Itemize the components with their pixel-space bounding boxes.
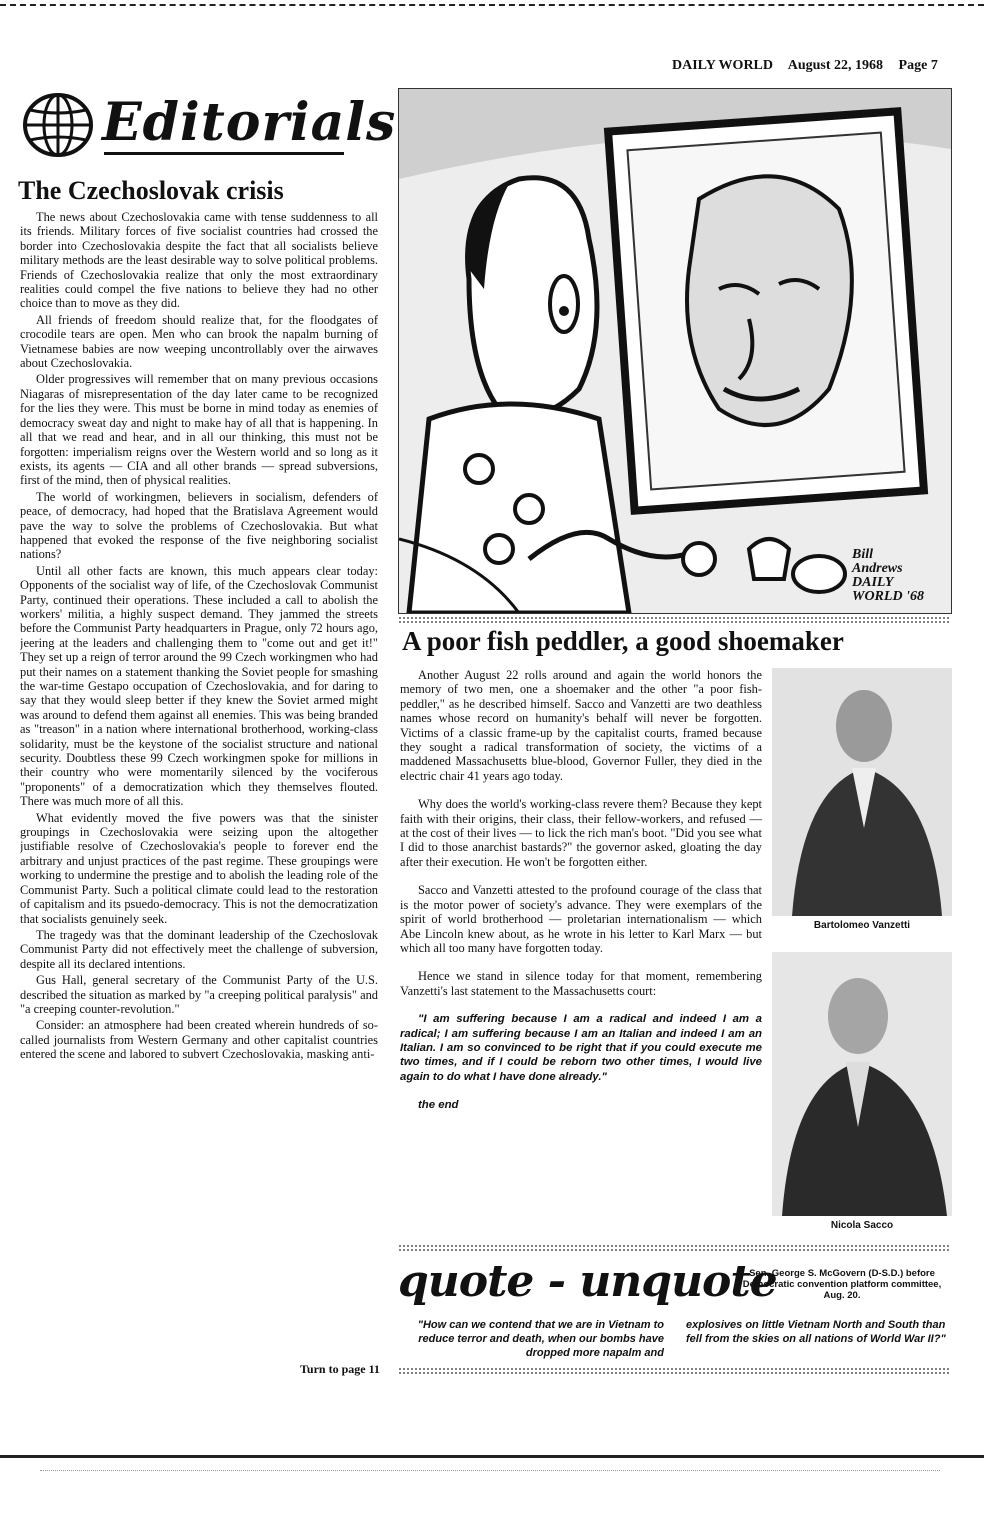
quote-end: the end [418,1099,459,1112]
editorials-masthead [20,90,397,160]
editorials-title: Editorials [102,92,397,153]
signature-line: Bill [852,547,874,562]
paragraph: What evidently moved the five powers was that the sinister groupings in Czechoslovakia were seizing upon the altogether justifiable resolve of Czechoslovakia's people to forever end the arbitrary and unjust practices of the past regime. These groupings were working to undermine the prestige and to abolish the leading role of the Communist Party. Such a political climate could lead to the restoration of capitalism and its psuedo-democracy. This is not the democratization that socialists genuinely seek. [20,810,378,926]
vanzetti-caption: Bartolomeo Vanzetti [813,920,911,931]
portrait-image [772,668,952,916]
vanzetti-photo [772,668,952,916]
paragraph: The world of workingmen, believers in socialism, defenders of peace, of democracy, had hoped that the Bratislava Agreement would pave the way to solve the problems of Czechoslovakia. But what happened that evoked the response of the five neighboring socialist nations? [20,489,378,562]
signature-line: Andrews [852,561,903,576]
paragraph: Hence we stand in silence today for that moment, remembering Vanzetti's last statement to the Massachusetts court: [400,969,762,998]
paragraph: Older progressives will remember that on many previous occasions Niagaras of misrepresentation of the day later came to be recognized for the lies they were. This must be borne in mind today as enemies of democracy sweat day and night to make hay of all that is happening. In all that we read and hear, and in all our thinking, this must not be forgotten: imperialism reigns over the Western world and so long as it exists, its agents — CIA and all other brands — spread subversions, first of the mind, then of physical realities. [20,372,378,488]
editorial-cartoon [398,88,952,614]
bottom-rule-dotted [40,1470,940,1471]
vanzetti-quote: "I am suffering because I am a radical and indeed I am a radical; I am suffering because I am an Italian and indeed I am an Italian. I am so convinced to be right that if you could execute me two times, and if I could be reborn two other times, I would live again to do what I have done already." [400,1013,762,1083]
paragraph: The news about Czechoslovakia came with tense suddenness to all its friends. Military forces of five socialist countries had crossed the border into Czechoslovakia despite the fact that all socialists believe military methods are the least desirable way to solve political problems. Friends of Czechoslovakia realize that only the most extraordinary realities could compel the five nations to believe they had no other choice than to move as they did. [20,210,378,311]
issue-date: August 22, 1968 [787,58,884,73]
dotted-divider [398,1367,950,1375]
page-header [672,58,962,74]
cartoon-illustration [399,89,951,613]
right-article-body [400,668,762,1127]
paragraph: All friends of freedom should realize that, for the floodgates of crocodile tears are open. Men who can brook the napalm burning of Vietnamese babies are now weeping uncontrollably over the airwaves about Czechoslovakia. [20,312,378,371]
signature-line: WORLD '68 [852,589,924,604]
paragraph: Another August 22 rolls around and again the world honors the memory of two men, one a shoemaker and the other "a poor fish-peddler," as he described himself. Sacco and Vanzetti are two deathless names whose record on humanity's behalf will never be forgotten. Victims of a classic frame-up by the capitalist courts, framed because they sought a radical transformation of society, the victims of a maddened Massachusetts blue-blood, Governor Fuller, they died in the electric chair 41 years ago today. [400,668,762,783]
cartoon-signature [852,548,942,604]
portrait-image [772,952,952,1216]
masthead-underline [104,152,344,155]
paragraph: Until all other facts are known, this much appears clear today: Opponents of the socialist way of life, of the Czechoslovak Communist Party, continued their operations. These included a call to abolish the workers' militia, a highly suspect demand. They jammed the streets before the Communist Party headquarters in Prague, only 72 hours ago, jeering at the leaders and challenging them to "come out and get it!" They set up a reign of terror around the 99 Czech workingmen who had put their names on a statement thanking the Soviet people for smashing the war-time Gestapo occupation of Czechoslovakia, and for daring to say that they would sleep better if they knew the Soviet armed might was around to defend them against all enemies. This was being branded as "treason" in a nation where international brotherhood, working-class solidarity, must be the keystone of the socialist structure and national security. Doubtless these 99 Czech workingmen spoke for millions in their country who were momentarily silenced by the vociferous "proponents" of a democratization which they themselves flouted. There was much more of all this. [20,563,378,809]
paper-name: DAILY WORLD [672,58,774,73]
globe-icon [20,92,96,158]
dotted-divider [398,1244,950,1252]
page-number: Page 7 [898,58,938,73]
paragraph: Why does the world's working-class revere them? Because they kept faith with their origins, their class, their fellow-workers, and refused — at the cost of their lives — to lick the rich man's boot. "Did you see what I did to those anarchist bastards?" the governor asked, gloating the day after their execution. He won't be forgotten either. [400,797,762,869]
quote-attribution: Sen. George S. McGovern (D-S.D.) before Democratic convention platform committee, Aug. 20. [742,1268,942,1301]
paragraph: Sacco and Vanzetti attested to the profound courage of the class that is the motor power of society's advance. They were exemplars of the spirit of world brotherhood — proletarian internationalism — which Abe Lincoln knew about, as he wrote in his letter to Karl Marx — but which all too many have forgotten today. [400,883,762,955]
paragraph: Gus Hall, general secretary of the Communist Party of the U.S. described the situation as marked by "a creeping political paralysis" and "a creeping counter-revolution." [20,973,378,1016]
right-headline: A poor fish peddler, a good shoemaker [402,626,844,656]
sacco-caption: Nicola Sacco [830,1220,894,1231]
left-article-body [20,210,378,1360]
quote-unquote-text-right: explosives on little Vietnam North and South than fell from the skies on all nations of World War II?" [686,1319,946,1345]
signature-line: DAILY [852,575,894,590]
top-rule [0,4,984,6]
dotted-divider [398,616,950,624]
left-headline: The Czechoslovak crisis [18,176,284,205]
jump-line: Turn to page 11 [300,1362,380,1376]
paragraph: The tragedy was that the dominant leadership of the Czechoslovak Communist Party did not effectively meet the challenge of subversion, despite all its declared intentions. [20,927,378,971]
bottom-rule [0,1455,984,1458]
quote-unquote-title: quote - unquote [398,1256,777,1307]
quote-unquote-text-left: "How can we contend that we are in Vietnam to reduce terror and death, when our bombs have dropped more napalm and [417,1319,664,1359]
paragraph: Consider: an atmosphere had been created wherein hundreds of so-called journalists from Western Germany and other capitalist countries entered the scene and labored to subvert Czechoslovakia, masking anti- [20,1018,378,1062]
sacco-photo [772,952,952,1216]
